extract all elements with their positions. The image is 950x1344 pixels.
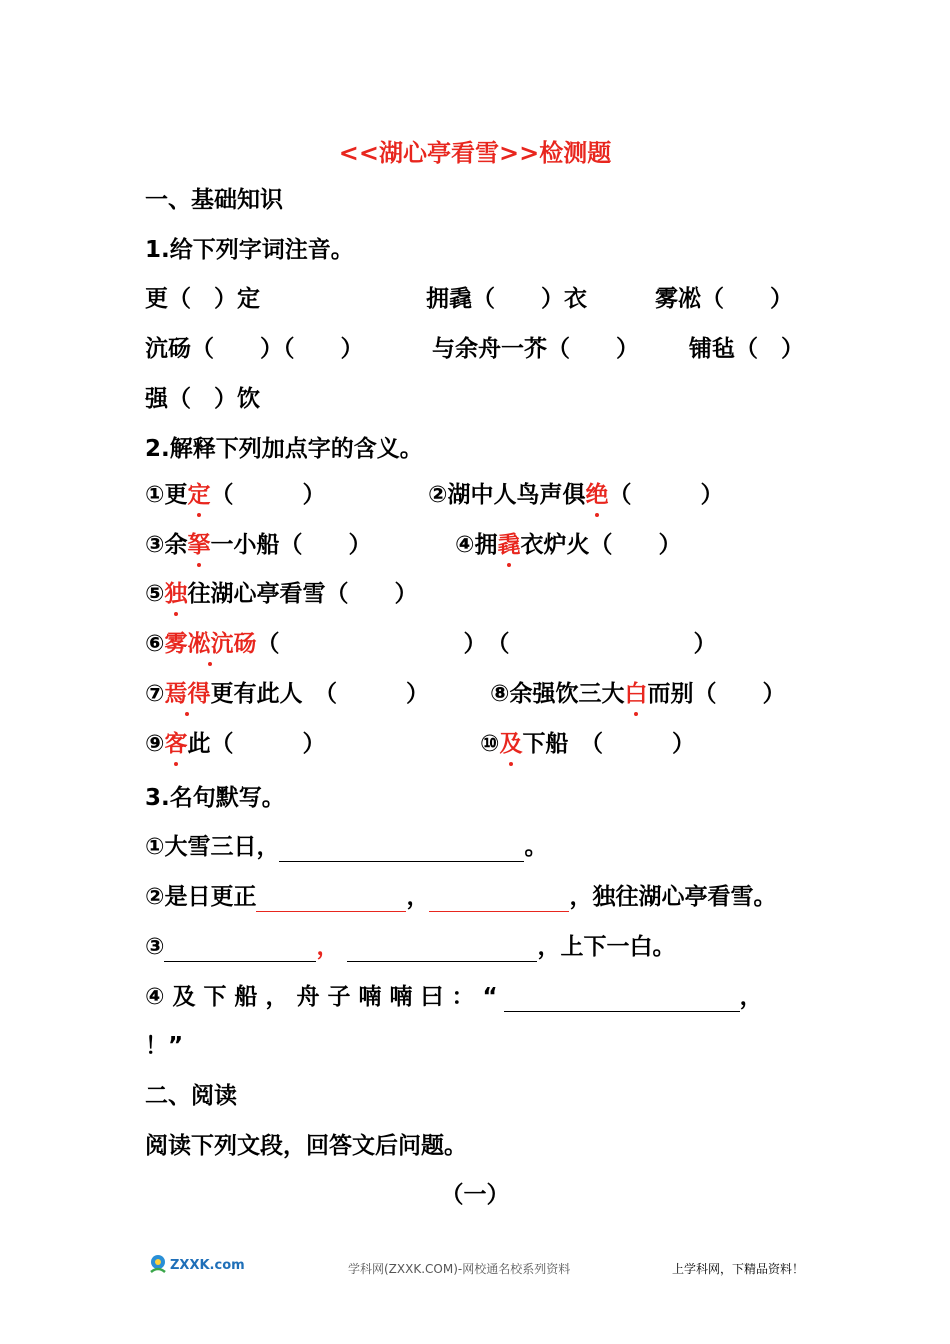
answer-blank[interactable]	[164, 939, 316, 962]
answer-blank[interactable]	[429, 889, 569, 912]
footer-center: 学科网(ZXXK.COM)-网校通名校系列资料	[348, 1262, 571, 1276]
q2-item-9: ⑨客此（ ）	[145, 731, 326, 757]
q1-item: 铺毡（ ）	[689, 336, 804, 362]
q1-row3: 强（ ）饮	[145, 386, 260, 412]
q1-item: 雾凇（ ）	[655, 286, 793, 312]
footer-right: 上学科网，下精品资料！	[672, 1262, 805, 1276]
page-title: <<湖心亭看雪>>检测题	[338, 139, 612, 167]
q2-item-10: ⑩及下船 （ ）	[480, 731, 695, 757]
q2-item-7: ⑦焉得更有此人 （ ）	[145, 681, 429, 707]
q1-item: 更（ ）定	[145, 286, 260, 312]
q2-item-5: ⑤独往湖心亭看雪（ ）	[145, 581, 418, 607]
q3-line-3: ③ ， ，上下一白。	[145, 934, 676, 960]
q2-item-3: ③余拏一小船（ ）	[145, 532, 372, 558]
reading-part-label: （一）	[440, 1182, 510, 1208]
answer-blank[interactable]	[347, 939, 537, 962]
q1-item: 与余舟一芥（ ）	[432, 336, 639, 362]
q2-item-4: ④拥毳衣炉火（ ）	[455, 532, 682, 558]
q1-item: 沆砀（ ）（ ）	[145, 336, 364, 362]
section-heading-reading: 二、阅读	[145, 1083, 237, 1109]
q3-line-4-end: ！”	[145, 1033, 184, 1059]
q3-line-4: ④ 及 下 船 ， 舟 子 喃 喃 曰 ： “ ，	[145, 984, 763, 1010]
q2-item-8: ⑧余强饮三大白而别（ ）	[490, 681, 786, 707]
q2-heading: 2.解释下列加点字的含义。	[145, 436, 423, 462]
q3-line-2: ②是日更正 ， ，独往湖心亭看雪。	[145, 884, 777, 910]
q1-item: 拥毳（ ）衣	[426, 286, 587, 312]
q1-heading: 1.给下列字词注音。	[145, 237, 354, 263]
answer-blank[interactable]	[504, 989, 740, 1012]
q2-item-1: ①更定（ ）	[145, 482, 326, 508]
section-heading-basics: 一、基础知识	[145, 187, 283, 213]
answer-blank[interactable]	[256, 889, 406, 912]
site-logo	[148, 1252, 245, 1278]
q2-item-6: ⑥雾凇沆砀（ ） （ ）	[145, 631, 717, 657]
logo-text: ZXXK.com	[170, 1258, 245, 1273]
answer-blank[interactable]	[279, 839, 524, 862]
reading-intro: 阅读下列文段，回答文后问题。	[145, 1133, 467, 1159]
q2-item-2: ②湖中人鸟声俱绝（ ）	[428, 482, 724, 508]
q3-heading: 3.名句默写。	[145, 785, 285, 811]
q3-line-1: ①大雪三日， 。	[145, 834, 548, 860]
